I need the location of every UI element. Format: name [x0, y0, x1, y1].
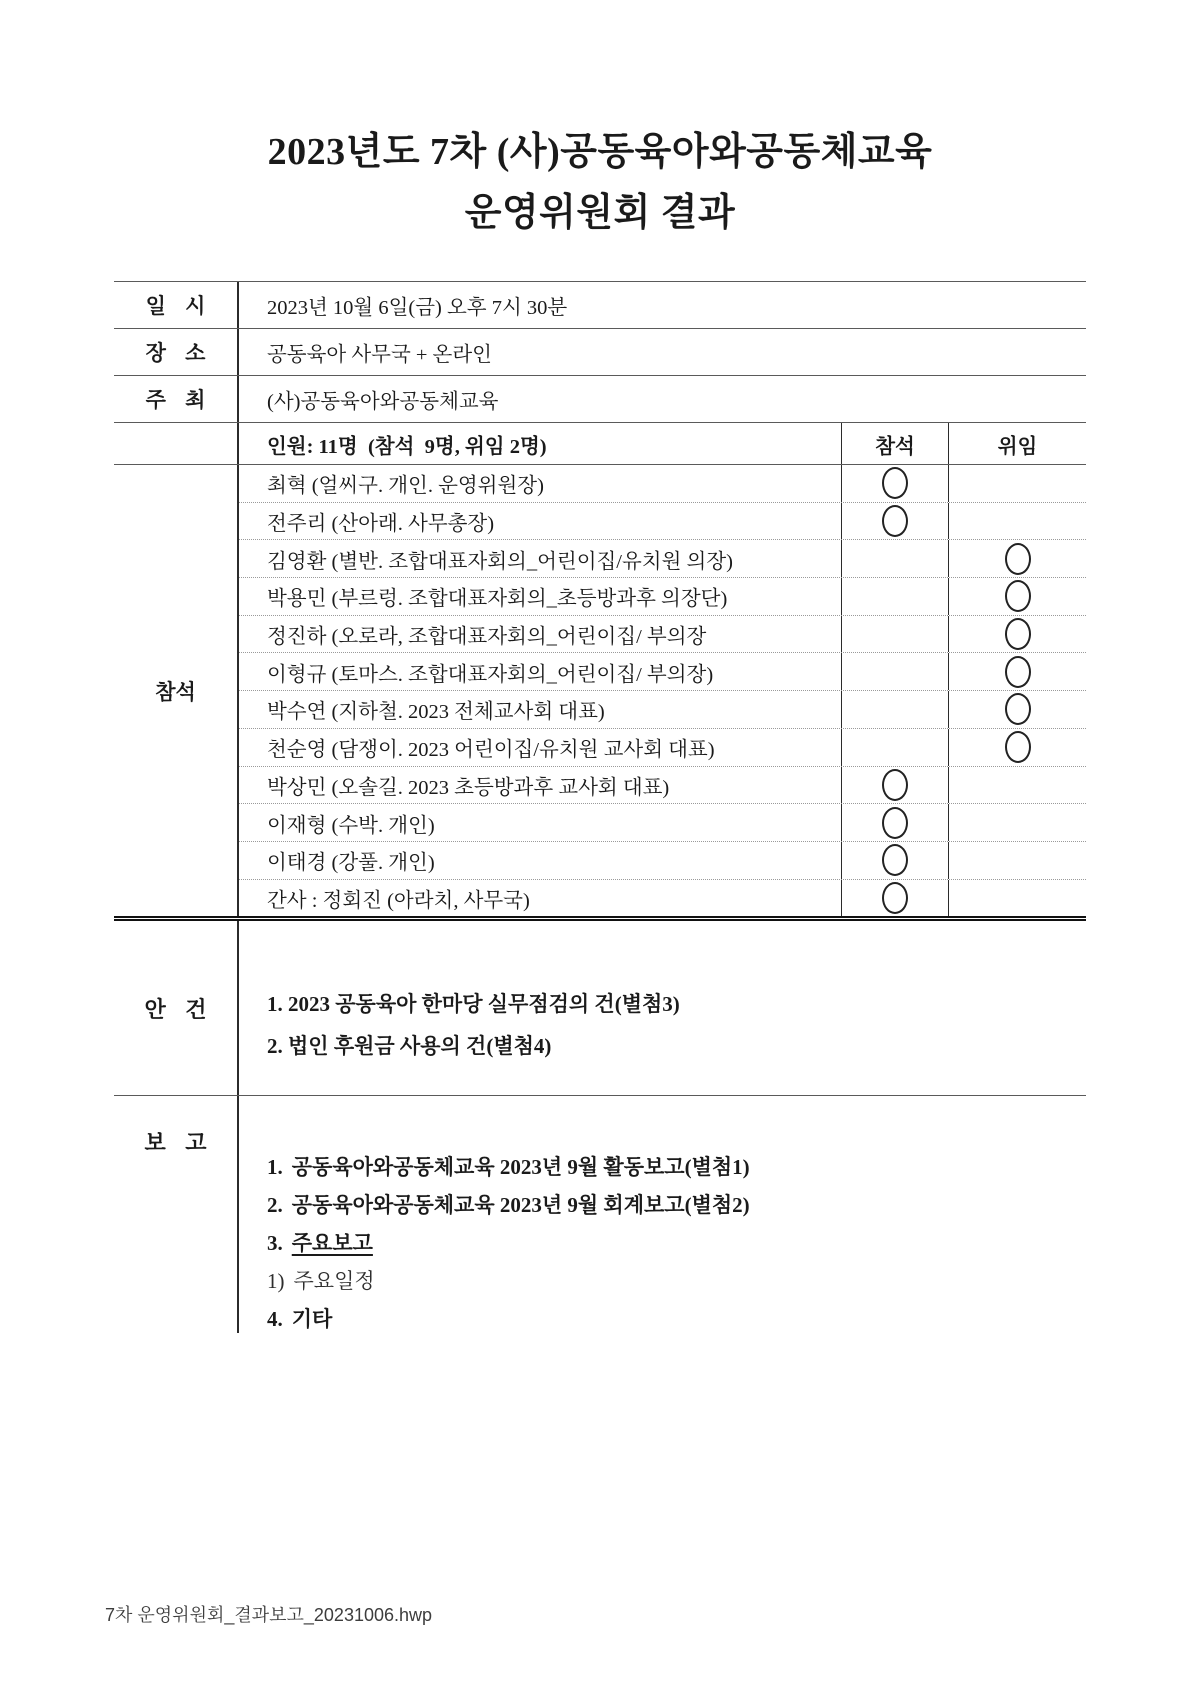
attend-mark-cell: [842, 616, 949, 653]
attend-mark-cell: [842, 578, 949, 615]
report-item-text: 공동육아와공동체교육 2023년 9월 활동보고(별첨1): [291, 1155, 750, 1180]
attend-mark-cell: [842, 691, 949, 728]
agenda-items: [239, 921, 1086, 1095]
proxy-mark-cell: [949, 578, 1086, 615]
attendee-name: 김영환 (별반. 조합대표자회의_어린이집/유치원 의장): [239, 540, 842, 577]
section-label-attendance: 참석: [114, 465, 239, 916]
attendee-name: 전주리 (산아래. 사무총장): [239, 503, 842, 540]
info-row: [114, 376, 1086, 423]
attendee-row: [239, 616, 1086, 654]
attend-mark-cell: [842, 880, 949, 917]
attend-mark-cell: [842, 503, 949, 540]
info-row-label: 장 소: [114, 329, 239, 375]
attendee-row: [239, 842, 1086, 880]
attendance-mark-icon: [882, 844, 908, 876]
attendee-name: 정진하 (오로라, 조합대표자회의_어린이집/ 부의장: [239, 616, 842, 653]
attendee-name: 간사 : 정회진 (아라치, 사무국): [239, 880, 842, 917]
attendee-row: [239, 804, 1086, 842]
report-item: [267, 1224, 1086, 1262]
attendee-row: [239, 691, 1086, 729]
section-label-agenda: 안 건: [114, 921, 239, 1095]
proxy-mark-cell: [949, 729, 1086, 766]
attendee-row: [239, 540, 1086, 578]
meeting-result-table: [114, 281, 1086, 1333]
info-row-value: 공동육아 사무국 + 온라인: [267, 344, 492, 366]
report-section: [114, 1096, 1086, 1333]
proxy-mark-cell: [949, 804, 1086, 841]
agenda-item: 2. 법인 후원금 사용의 건(별첨4): [267, 1034, 552, 1059]
attendee-row: [239, 503, 1086, 541]
report-item-text: 주요일정: [293, 1269, 375, 1294]
report-item-number: 2.: [267, 1193, 283, 1218]
attendee-name: 박상민 (오솔길. 2023 초등방과후 교사회 대표): [239, 767, 842, 804]
attendance-mark-icon: [882, 505, 908, 537]
report-item: [267, 1186, 1086, 1224]
agenda-section: [114, 921, 1086, 1096]
proxy-mark-cell: [949, 691, 1086, 728]
attendance-header-label-cell: [114, 423, 239, 464]
attendee-row: [239, 767, 1086, 805]
attendee-row: [239, 880, 1086, 917]
attendee-row: [239, 465, 1086, 503]
attend-mark-cell: [842, 653, 949, 690]
attend-mark-cell: [842, 465, 949, 502]
attendance-mark-icon: [1005, 656, 1031, 688]
attendee-name: 박용민 (부르렁. 조합대표자회의_초등방과후 의장단): [239, 578, 842, 615]
info-row-value: (사)공동육아와공동체교육: [267, 391, 499, 413]
proxy-mark-cell: [949, 540, 1086, 577]
title-line-2: 운영위원회 결과: [464, 192, 736, 234]
attendee-name: 이태경 (강풀. 개인): [239, 842, 842, 879]
attendee-row: [239, 578, 1086, 616]
section-label-report: 보 고: [114, 1096, 239, 1333]
report-item-number: 4.: [267, 1307, 283, 1332]
attend-mark-cell: [842, 729, 949, 766]
report-item-text: 공동육아와공동체교육 2023년 9월 회계보고(별첨2): [291, 1193, 750, 1218]
proxy-mark-cell: [949, 616, 1086, 653]
footer-filename: 7차 운영위원회_결과보고_20231006.hwp: [105, 1605, 433, 1625]
attendee-list: [239, 465, 1086, 916]
report-item: [267, 1262, 1086, 1300]
attendee-name: 최혁 (얼씨구. 개인. 운영위원장): [239, 465, 842, 502]
proxy-mark-cell: [949, 880, 1086, 917]
proxy-mark-cell: [949, 767, 1086, 804]
attendance-mark-icon: [882, 467, 908, 499]
attendance-mark-icon: [882, 882, 908, 914]
attendance-summary: 인원: 11명 (참석 9명, 위임 2명): [239, 423, 842, 464]
info-row: [114, 282, 1086, 329]
attendance-mark-icon: [1005, 618, 1031, 650]
info-row-value: 2023년 10월 6일(금) 오후 7시 30분: [267, 297, 568, 319]
attend-mark-cell: [842, 540, 949, 577]
attendance-body: [114, 465, 1086, 921]
attendee-name: 이형규 (토마스. 조합대표자회의_어린이집/ 부의장): [239, 653, 842, 690]
attendance-mark-icon: [882, 807, 908, 839]
report-item-text: 주요보고: [291, 1231, 373, 1256]
attendance-mark-icon: [1005, 693, 1031, 725]
report-item: [267, 1148, 1086, 1186]
attendee-name: 박수연 (지하철. 2023 전체교사회 대표): [239, 691, 842, 728]
report-item: [267, 1300, 1086, 1338]
info-row-label: 주 최: [114, 376, 239, 422]
report-item-number: 1): [267, 1269, 285, 1294]
attendance-mark-icon: [1005, 543, 1031, 575]
attendee-name: 천순영 (담쟁이. 2023 어린이집/유치원 교사회 대표): [239, 729, 842, 766]
report-items: [239, 1096, 1086, 1333]
document-title: [0, 0, 1200, 244]
proxy-mark-cell: [949, 465, 1086, 502]
attendee-name: 이재형 (수박. 개인): [239, 804, 842, 841]
attendance-mark-icon: [1005, 731, 1031, 763]
proxy-mark-cell: [949, 653, 1086, 690]
info-row: [114, 329, 1086, 376]
column-header-attend: 참석: [842, 423, 949, 464]
proxy-mark-cell: [949, 503, 1086, 540]
attendance-mark-icon: [1005, 580, 1031, 612]
report-item-number: 1.: [267, 1155, 283, 1180]
column-header-proxy: 위임: [997, 435, 1038, 458]
attendee-row: [239, 653, 1086, 691]
attend-mark-cell: [842, 804, 949, 841]
info-rows: [114, 282, 1086, 423]
attendee-row: [239, 729, 1086, 767]
attend-mark-cell: [842, 767, 949, 804]
attendance-mark-icon: [882, 769, 908, 801]
title-line-1: 2023년도 7차 (사)공동육아와공동체교육: [267, 131, 933, 173]
attend-mark-cell: [842, 842, 949, 879]
info-row-label: 일 시: [114, 282, 239, 328]
report-item-text: 기타: [291, 1307, 333, 1332]
agenda-item: 1. 2023 공동육아 한마당 실무점검의 건(별첨3): [267, 992, 680, 1017]
report-item-number: 3.: [267, 1231, 283, 1256]
attendance-header-row: [114, 423, 1086, 465]
proxy-mark-cell: [949, 842, 1086, 879]
